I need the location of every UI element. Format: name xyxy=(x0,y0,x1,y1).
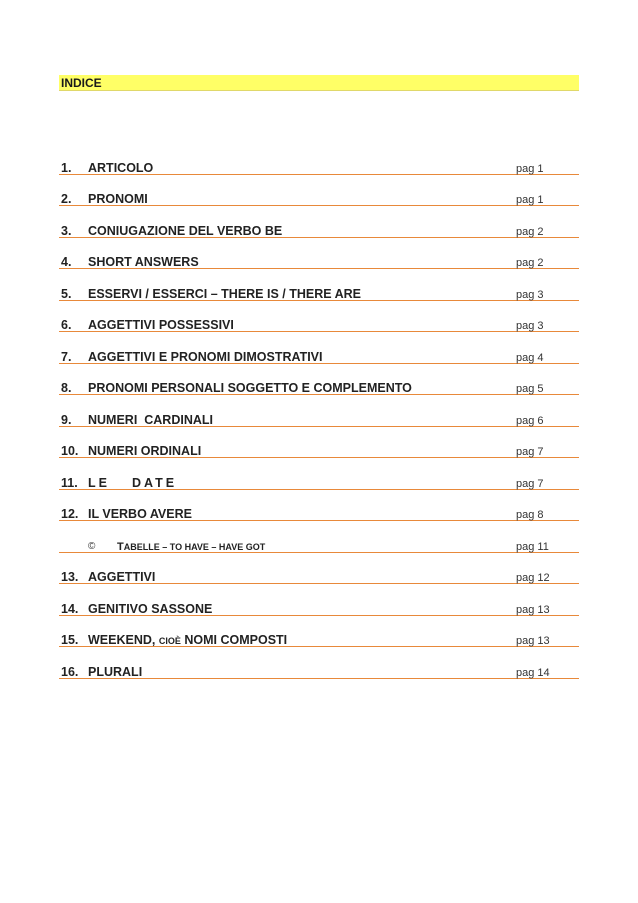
toc-entry-title: PRONOMI xyxy=(88,192,148,206)
toc-entry-number: 3. xyxy=(61,223,72,238)
toc-entry-page: pag 3 xyxy=(516,320,544,332)
toc-entry-number: 15. xyxy=(61,633,79,647)
toc-subentry-tabelle xyxy=(59,523,579,555)
toc-entry-title: AGGETTIVI xyxy=(88,570,156,584)
toc-entry-dimostrativi xyxy=(59,334,579,366)
toc-entry-number: 7. xyxy=(61,349,72,364)
toc-entry-number: 5. xyxy=(61,286,72,301)
toc-entry-aggettivi xyxy=(59,555,579,587)
toc-entry-pronomi-personali xyxy=(59,366,579,398)
toc-entry-title: AGGETTIVI E PRONOMI DIMOSTRATIVI xyxy=(88,349,323,364)
toc-entry-numeri-ordinali xyxy=(59,429,579,461)
toc-entry-title-initial: T xyxy=(117,540,124,553)
toc-entry-title-part: WEEKEND, xyxy=(88,633,156,647)
toc-entry-number: 9. xyxy=(61,412,72,427)
toc-entry-plurali xyxy=(59,649,579,681)
toc-entry-number: 12. xyxy=(61,507,79,521)
toc-entry-title xyxy=(117,541,265,553)
page-title: INDICE xyxy=(59,75,579,91)
toc-entry-title: ARTICOLO xyxy=(88,160,154,175)
toc-entry-title: IL VERBO AVERE xyxy=(88,507,192,521)
toc-entry-title: PRONOMI PERSONALI SOGGETTO E COMPLEMENTO xyxy=(88,381,412,395)
toc-entry-page: pag 7 xyxy=(516,477,544,490)
toc-entry-page: pag 7 xyxy=(516,446,544,458)
toc-entry-genitivo-sassone xyxy=(59,586,579,618)
toc-entry-articolo xyxy=(59,145,579,177)
toc-entry-title-word: LE xyxy=(88,475,110,490)
toc-entry-title: ESSERVI / ESSERCI – THERE IS / THERE ARE xyxy=(88,286,361,301)
toc-entry-verbo-avere xyxy=(59,492,579,524)
toc-entry-page: pag 4 xyxy=(516,351,544,364)
toc-entry-number: 13. xyxy=(61,570,79,584)
toc-entry-page: pag 8 xyxy=(516,509,544,521)
toc-entry-page: pag 3 xyxy=(516,288,544,301)
toc-entry-title xyxy=(88,476,177,490)
toc-entry-page: pag 6 xyxy=(516,414,544,427)
toc-entry-title-part: NOMI COMPOSTI xyxy=(184,633,288,647)
toc-entry-page: pag 2 xyxy=(516,257,544,269)
toc-entry-weekend xyxy=(59,618,579,650)
toc-entry-number: 4. xyxy=(61,255,72,269)
toc-entry-number: 16. xyxy=(61,664,79,679)
toc-entry-title: GENITIVO SASSONE xyxy=(88,601,213,616)
toc-entry-page: pag 2 xyxy=(516,225,544,238)
toc-entry-title: NUMERI ORDINALI xyxy=(88,444,202,458)
toc-entry-title: CONIUGAZIONE DEL VERBO BE xyxy=(88,223,283,238)
toc-entry-title-small: CIOÈ xyxy=(158,636,181,646)
copyright-icon: © xyxy=(88,540,96,552)
toc-entry-page: pag 14 xyxy=(516,666,550,679)
toc-entry-page: pag 5 xyxy=(516,383,544,395)
toc-entry-title: AGGETTIVI POSSESSIVI xyxy=(88,318,234,332)
toc-entry-numeri-cardinali xyxy=(59,397,579,429)
toc-entry-title-rest: ABELLE – TO HAVE – HAVE GOT xyxy=(123,541,266,552)
toc-entry-page: pag 1 xyxy=(516,162,544,175)
toc-entry-number: 8. xyxy=(61,381,72,395)
toc-entry-page: pag 13 xyxy=(516,603,550,616)
toc-entry-number: 2. xyxy=(61,192,72,206)
toc-entry-coniugazione-be xyxy=(59,208,579,240)
toc-entry-page: pag 11 xyxy=(516,540,549,553)
toc-entry-esservi-esserci xyxy=(59,271,579,303)
toc-entry-number: 6. xyxy=(61,318,72,332)
toc-entry-page: pag 12 xyxy=(516,572,550,584)
toc-entry-number: 14. xyxy=(61,601,79,616)
toc-entry-pronomi xyxy=(59,177,579,209)
toc-entry-number: 11. xyxy=(61,475,78,490)
toc-entry-title: SHORT ANSWERS xyxy=(88,255,199,269)
toc-entry-title xyxy=(88,633,287,647)
toc-entry-short-answers xyxy=(59,240,579,272)
toc-entry-aggettivi-possessivi xyxy=(59,303,579,335)
table-of-contents xyxy=(59,145,579,681)
toc-entry-number: 10. xyxy=(61,444,79,458)
toc-entry-title: NUMERI CARDINALI xyxy=(88,412,213,427)
toc-entry-page: pag 13 xyxy=(516,635,550,647)
toc-entry-page: pag 1 xyxy=(516,194,544,206)
toc-entry-title: PLURALI xyxy=(88,664,143,679)
toc-entry-le-date xyxy=(59,460,579,492)
toc-entry-title-word: DATE xyxy=(131,475,178,490)
toc-entry-number: 1. xyxy=(61,160,72,175)
